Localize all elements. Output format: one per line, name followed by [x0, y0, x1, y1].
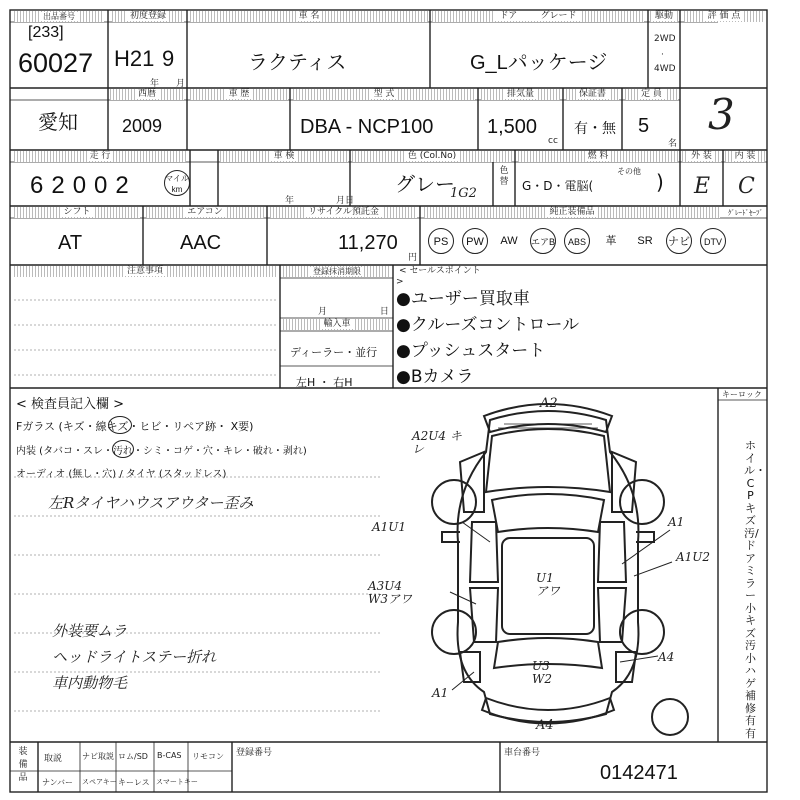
- import-type: ディーラー・並行: [290, 346, 378, 359]
- equipment-option: SR: [637, 235, 653, 247]
- first-reg-era: H21: [114, 46, 155, 71]
- interior-label: 内 装: [732, 151, 759, 161]
- equipment-option: ABS: [564, 228, 590, 254]
- drive-2wd: 2WD: [654, 34, 676, 44]
- footer-item: ロム/SD: [118, 752, 148, 761]
- shift-label: シフト: [60, 207, 93, 217]
- color-label: 色 (Col.No): [405, 151, 459, 161]
- equipment-option: DTV: [700, 228, 726, 254]
- damage-mark: A2: [540, 396, 558, 411]
- equipment-row: [424, 226, 764, 258]
- key-lock-label: キーロック: [722, 390, 762, 399]
- color-number: 1G2: [450, 186, 477, 201]
- score-label: 評 価 点: [705, 11, 744, 21]
- remark: 車内動物毛: [52, 674, 128, 692]
- first-reg-label: 初度登録: [127, 11, 169, 21]
- handle-side: 左H ・ 右H: [296, 376, 353, 389]
- footer-item: ナンバー: [42, 778, 74, 787]
- sales-point: ●ユーザー買取車: [396, 289, 530, 309]
- footer-item: キーレス: [118, 778, 150, 787]
- equipment-option: エアB: [530, 228, 556, 254]
- displacement: 1,500: [487, 116, 538, 138]
- sales-point: ●クルーズコントロール: [396, 315, 580, 335]
- interior-options: 内装 (タバコ・スレ・汚れ・シミ・コゲ・穴・キレ・破れ・剥れ): [16, 446, 307, 457]
- warranty: 有・無: [574, 121, 616, 137]
- inspection-date-label: 車 検: [271, 151, 298, 161]
- cc-label: 排気量: [504, 89, 537, 99]
- damage-mark: A1U2: [676, 550, 711, 564]
- drive-label: 駆動: [652, 11, 676, 21]
- ac-label: エアコン: [184, 207, 226, 217]
- damage-mark: A3U4 W3アワ: [368, 579, 412, 606]
- equipment-option: PS: [428, 228, 454, 254]
- glass-circle-mark: [108, 416, 132, 434]
- equip-label: 純正装備品: [546, 207, 597, 217]
- equipment-option: AW: [500, 235, 518, 247]
- sales-point: ●プッシュスタート: [396, 341, 546, 361]
- year-label: 西暦: [135, 89, 159, 99]
- door-grade-label: ドア グレード: [494, 11, 583, 21]
- damage-mark: U1 アワ: [536, 571, 561, 598]
- seats: 5: [638, 115, 650, 137]
- damage-mark: U3 W2: [532, 659, 552, 686]
- car-name: ラクティス: [248, 52, 347, 74]
- year: 2009: [122, 116, 163, 136]
- drive-4wd: 4WD: [654, 64, 676, 74]
- footer-item: スマートキー: [156, 778, 198, 786]
- car-name-label: 車 名: [296, 11, 323, 21]
- glass-options: Fガラス (キズ・線キズ・ヒビ・リペア跡・ X要): [16, 420, 254, 433]
- sales-point: ●Bカメラ: [396, 367, 474, 387]
- mileage-label: 走 行: [87, 151, 114, 161]
- damage-mark: A1U1: [372, 520, 407, 534]
- insp-month-unit: 月日: [336, 196, 355, 206]
- damage-mark: A1: [668, 515, 685, 529]
- damage-mark: A1: [432, 686, 449, 700]
- cc-unit: cc: [548, 136, 558, 146]
- equipment-option: ナビ: [666, 228, 692, 254]
- score: 3: [708, 90, 735, 139]
- warranty-label: 保証書: [576, 89, 609, 99]
- reg-number-label: 登録番号: [236, 748, 273, 758]
- footer-item: リモコン: [192, 752, 224, 761]
- shift: AT: [58, 232, 83, 254]
- area-label: 出品番号: [14, 11, 104, 22]
- audio-tire-options: オーディオ (無し・穴) / タイヤ (スタッドレス): [16, 469, 227, 480]
- region: 愛知: [38, 112, 78, 134]
- interior-circle-mark: [112, 440, 134, 458]
- model: DBA - NCP100: [300, 116, 434, 138]
- lot-bracket: [233]: [28, 24, 64, 41]
- lot-number: 60027: [18, 48, 94, 78]
- fuel-other: その他: [617, 167, 641, 176]
- remark: 外装要ムラ: [52, 622, 128, 640]
- ac: AAC: [180, 232, 222, 254]
- grade: G_Lパッケージ: [470, 52, 608, 74]
- wheel-mirror-note: ホイル・CPキズ 汚/ドアミラー小キズ汚 小ハゲ 補修有 有: [744, 439, 766, 740]
- year-unit: 年: [150, 79, 160, 89]
- reg-deadline-date: 月 日: [318, 307, 389, 317]
- seats-unit: 名: [668, 139, 678, 149]
- mileage: 62002: [30, 172, 137, 199]
- fuel-label: 燃 料: [585, 151, 612, 161]
- first-reg-month: 9: [162, 46, 175, 71]
- recycle-unit: 円: [408, 253, 418, 263]
- history-label: 車 歴: [226, 89, 253, 99]
- import-label: 輸入車: [320, 319, 353, 329]
- inspection-title: < 検査員記入欄 >: [16, 397, 125, 412]
- footer-item: ナビ取説: [82, 752, 114, 761]
- remark: 左Rタイヤハウスアウター歪み: [48, 494, 254, 512]
- notice-label: 注意事項: [124, 266, 166, 276]
- month-unit: 月: [176, 79, 186, 89]
- damage-mark: A2U4 キレ: [412, 429, 462, 456]
- footer-item: 取説: [44, 754, 63, 764]
- chassis-number: 0142471: [600, 762, 678, 784]
- interior-grade: C: [738, 174, 755, 199]
- model-label: 型 式: [371, 89, 398, 99]
- exterior-grade: E: [694, 174, 711, 199]
- sales-point-label: < セールスポイント>: [396, 266, 484, 287]
- equipment-option: PW: [462, 228, 488, 254]
- exterior-label: 外 装: [688, 151, 715, 161]
- footer-item: B-CAS: [157, 751, 182, 760]
- equipment-option: 革: [605, 235, 617, 247]
- seats-label: 定 員: [638, 89, 665, 99]
- damage-mark: A4: [536, 718, 554, 733]
- equipment-side-label: 装 備 品: [18, 747, 28, 783]
- footer-item: スペアキー: [82, 778, 117, 786]
- color: グレー: [395, 174, 455, 196]
- remark: ヘッドライトステー折れ: [52, 648, 217, 666]
- fuel: G・D・電脳(: [522, 179, 594, 193]
- damage-mark: A4: [658, 650, 675, 664]
- insp-year-unit: 年: [285, 196, 295, 206]
- km-circle: マイル km: [164, 170, 190, 196]
- chassis-label: 車台番号: [504, 748, 541, 758]
- recycle-fee: 11,270: [338, 232, 398, 254]
- reg-deadline-label: 登録抹消期限: [310, 267, 364, 276]
- recycle-label: リサイクル預託金: [305, 207, 382, 217]
